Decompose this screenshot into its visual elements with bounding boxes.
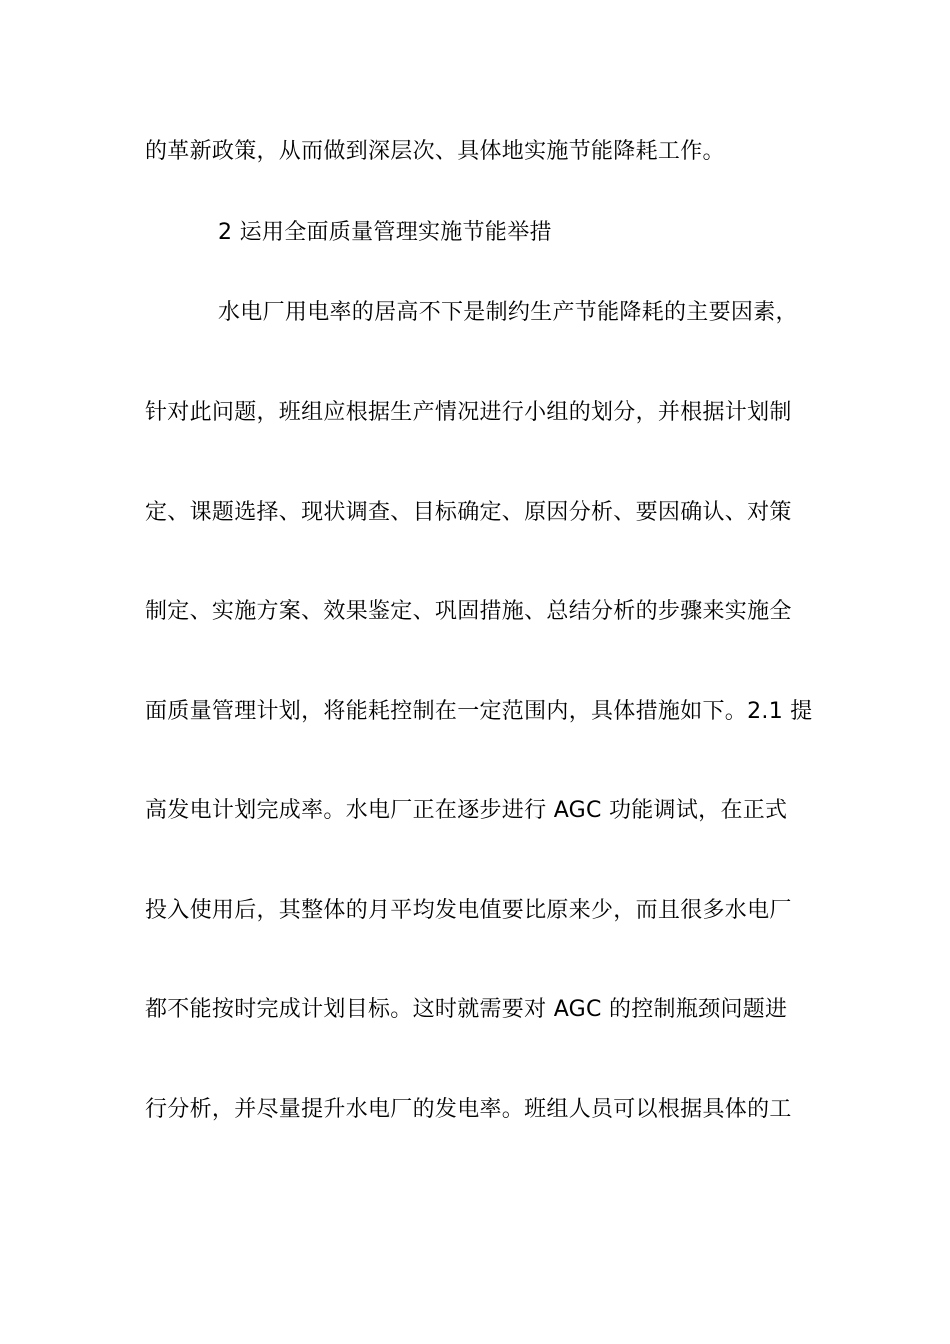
paragraph-line-5: 制定、实施方案、效果鉴定、巩固措施、总结分析的步骤来实施全	[145, 599, 792, 624]
paragraph-line-8: 投入使用后，其整体的月平均发电值要比原来少，而且很多水电厂	[145, 898, 792, 923]
section-heading: 2 运用全面质量管理实施节能举措	[218, 220, 552, 245]
paragraph-line-9: 都不能按时完成计划目标。这时就需要对 AGC 的控制瓶颈问题进	[145, 997, 788, 1022]
paragraph-line-4: 定、课题选择、现状调查、目标确定、原因分析、要因确认、对策	[145, 500, 792, 525]
paragraph-line-3: 针对此问题，班组应根据生产情况进行小组的划分，并根据计划制	[145, 400, 792, 425]
paragraph-line-10: 行分析，并尽量提升水电厂的发电率。班组人员可以根据具体的工	[145, 1097, 792, 1122]
paragraph-line-2: 水电厂用电率的居高不下是制约生产节能降耗的主要因素，	[218, 300, 798, 325]
paragraph-line-6: 面质量管理计划，将能耗控制在一定范围内，具体措施如下。2.1 提	[145, 699, 813, 724]
paragraph-line-7: 高发电计划完成率。水电厂正在逐步进行 AGC 功能调试，在正式	[145, 798, 788, 823]
paragraph-line-1: 的革新政策，从而做到深层次、具体地实施节能降耗工作。	[145, 139, 725, 164]
